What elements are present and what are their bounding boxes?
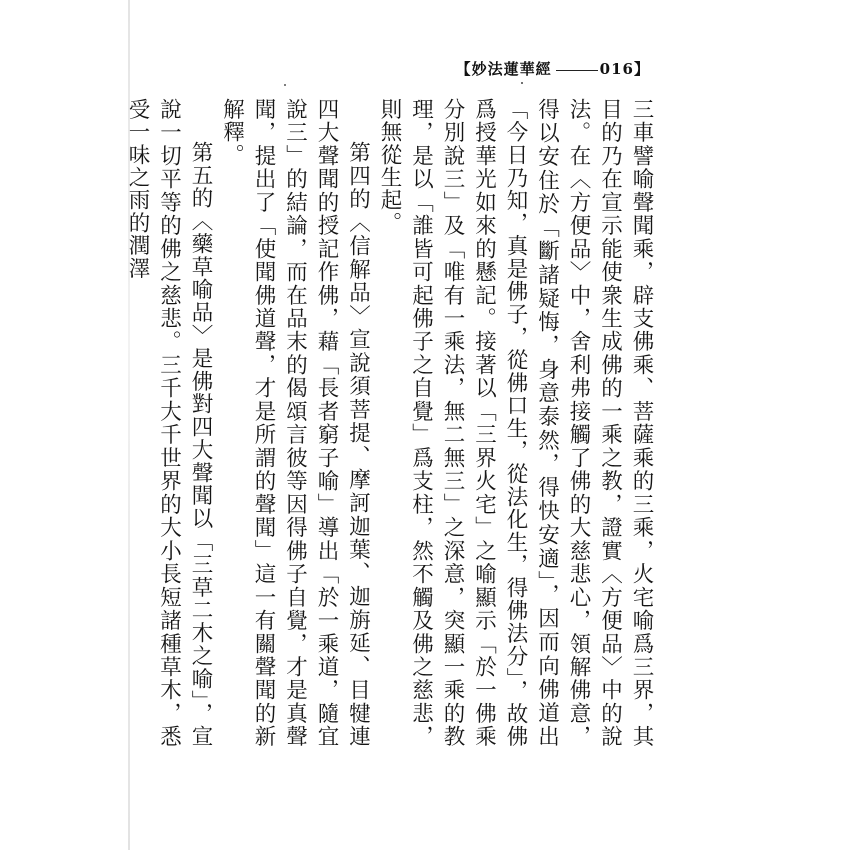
header-dash <box>556 70 598 71</box>
paragraph-belief-understanding: 第四的〈信解品〉宣說須菩提、摩訶迦葉、迦旃延、目犍連四大聲聞的授記作佛，藉「長者窮子喻」導出「於一乘道，隨宜說三」的結論，而在品末的偈頌言彼等因得佛子自覺，才是真聲聞，提出了「使聞佛道聲，才是所謂的聲聞」這一有關聲聞的新解釋。 <box>219 98 371 748</box>
book-title: 妙法蓮華經 <box>471 60 552 78</box>
page-number: 016 <box>599 60 634 78</box>
vertical-body-text <box>125 98 657 748</box>
scan-speck <box>521 82 523 84</box>
scan-speck <box>284 84 286 86</box>
paragraph-three-carts: 三車譬喻聲聞乘，辟支佛乘、菩薩乘的三乘，火宅喻爲三界，其目的乃在宣示能使衆生成佛的一乘之教，證實〈方便品〉中的說法。在〈方便品〉中，舍利弗接觸了佛的大慈悲心，領解佛意，得以安住於「斷諸疑悔，身意泰然，得快安適」，因而向佛道出「今日乃知，真是佛子，從佛口生，從法化生，得佛法分」，故佛爲授華光如來的懸記。接著以「三界火宅」之喻顯示「於一佛乘分別說三」及「唯有一乘法，無二無三」之深意，突顯一乘的教理，是以「誰皆可起佛子之自覺」爲支柱，然不觸及佛之慈悲，則無從生起。 <box>377 98 654 748</box>
header-bracket-right: 】 <box>633 60 650 78</box>
paragraph-medicinal-herbs: 第五的〈藥草喻品〉是佛對四大聲聞以「三草二木之喻」，宣說一切平等的佛之慈悲。三千大千世界的大小長短諸種草木，悉受一味之雨的潤澤 <box>125 98 213 748</box>
running-header <box>456 58 650 79</box>
header-bracket-left: 【 <box>455 60 472 78</box>
